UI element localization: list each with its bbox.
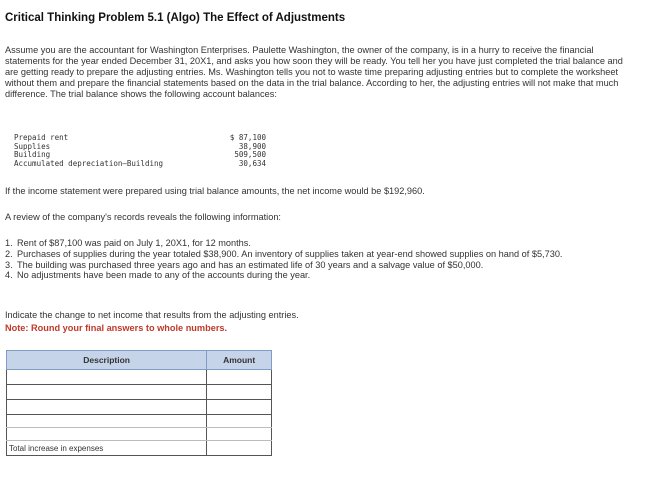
description-input-cell[interactable] <box>7 385 207 400</box>
intro-paragraph: Assume you are the accountant for Washington Enterprises. Paulette Washington, the owner of the company, is in a hurry to receive the financial statements for the year ended December 31, 20X1, and asks you how soon they will be ready. You tell her you have just completed the trial balance and are getting ready to prepare the adjusting entries. Ms. Washington tells you not to waste time preparing adjusting entries but to complete the worksheet without them and prepare the financial statements based on the data in the trial balance. According to her, the adjusting entries will not make that much difference. The trial balance shows the following account balances: <box>5 45 623 99</box>
info-list <box>5 238 635 281</box>
balance-amount: 38,900 <box>238 141 266 151</box>
list-item-text: No adjustments have been made to any of the accounts during the year. <box>17 270 311 281</box>
list-item-text: The building was purchased three years ago and has an estimated life of 30 years and a salvage value of $50,000. <box>17 259 484 270</box>
list-item-text: Purchases of supplies during the year totaled $38,900. An inventory of supplies taken at year-end showed supplies on hand of $5,730. <box>17 248 563 259</box>
table-header-row <box>7 351 272 370</box>
spacer-cell <box>207 428 272 441</box>
spacer-cell <box>207 415 272 428</box>
balance-row <box>14 143 266 152</box>
balance-row <box>14 134 266 143</box>
list-item <box>5 238 635 249</box>
spacer-cell <box>7 428 207 441</box>
balance-account: Accumulated depreciation—Building <box>14 158 164 168</box>
description-input-cell[interactable] <box>7 370 207 385</box>
amount-header: Amount <box>207 351 272 370</box>
table-row <box>7 415 272 428</box>
total-row <box>7 441 272 456</box>
list-item-number: 3. <box>5 259 13 270</box>
amount-input[interactable] <box>207 385 271 399</box>
amount-input[interactable] <box>207 400 271 414</box>
balance-account: Building <box>14 150 51 160</box>
description-input[interactable] <box>7 385 206 399</box>
net-income-statement: If the income statement were prepared using trial balance amounts, the net income would be $192,960. <box>5 186 425 196</box>
instruction-text: Indicate the change to net income that results from the adjusting entries. <box>5 310 299 320</box>
description-input-cell[interactable] <box>7 400 207 415</box>
balance-row <box>14 160 266 169</box>
trial-balance-list <box>14 134 266 168</box>
spacer-cell <box>7 415 207 428</box>
description-header: Description <box>7 351 207 370</box>
total-label: Total increase in expenses <box>9 444 104 453</box>
list-item-number: 1. <box>5 238 13 248</box>
table-row <box>7 385 272 400</box>
table-row <box>7 370 272 385</box>
list-item <box>5 249 635 260</box>
amount-input-cell[interactable] <box>207 400 272 415</box>
review-statement: A review of the company's records reveals the following information: <box>5 212 281 222</box>
list-item-number: 2. <box>5 248 13 259</box>
amount-input-cell[interactable] <box>207 370 272 385</box>
balance-amount: $ 87,100 <box>229 133 266 142</box>
rounding-note: Note: Round your final answers to whole numbers. <box>5 323 228 333</box>
table-row <box>7 428 272 441</box>
problem-title: Critical Thinking Problem 5.1 (Algo) The Effect of Adjustments <box>5 12 346 24</box>
list-item-number: 4. <box>5 270 13 281</box>
amount-input[interactable] <box>207 370 271 384</box>
list-item <box>5 260 635 271</box>
answer-table <box>6 350 272 456</box>
list-item <box>5 270 635 281</box>
list-item-text: Rent of $87,100 was paid on July 1, 20X1, for 12 months. <box>17 238 251 248</box>
description-input[interactable] <box>7 400 206 414</box>
table-row <box>7 400 272 415</box>
description-input[interactable] <box>7 370 206 384</box>
balance-account: Supplies <box>14 141 51 151</box>
balance-amount: 30,634 <box>238 158 266 168</box>
balance-amount: 509,500 <box>234 150 266 160</box>
total-amount-input[interactable] <box>207 441 271 455</box>
balance-account: Prepaid rent <box>14 133 69 142</box>
total-amount-cell[interactable] <box>207 441 272 456</box>
amount-input-cell[interactable] <box>207 385 272 400</box>
total-label-cell <box>7 441 207 456</box>
